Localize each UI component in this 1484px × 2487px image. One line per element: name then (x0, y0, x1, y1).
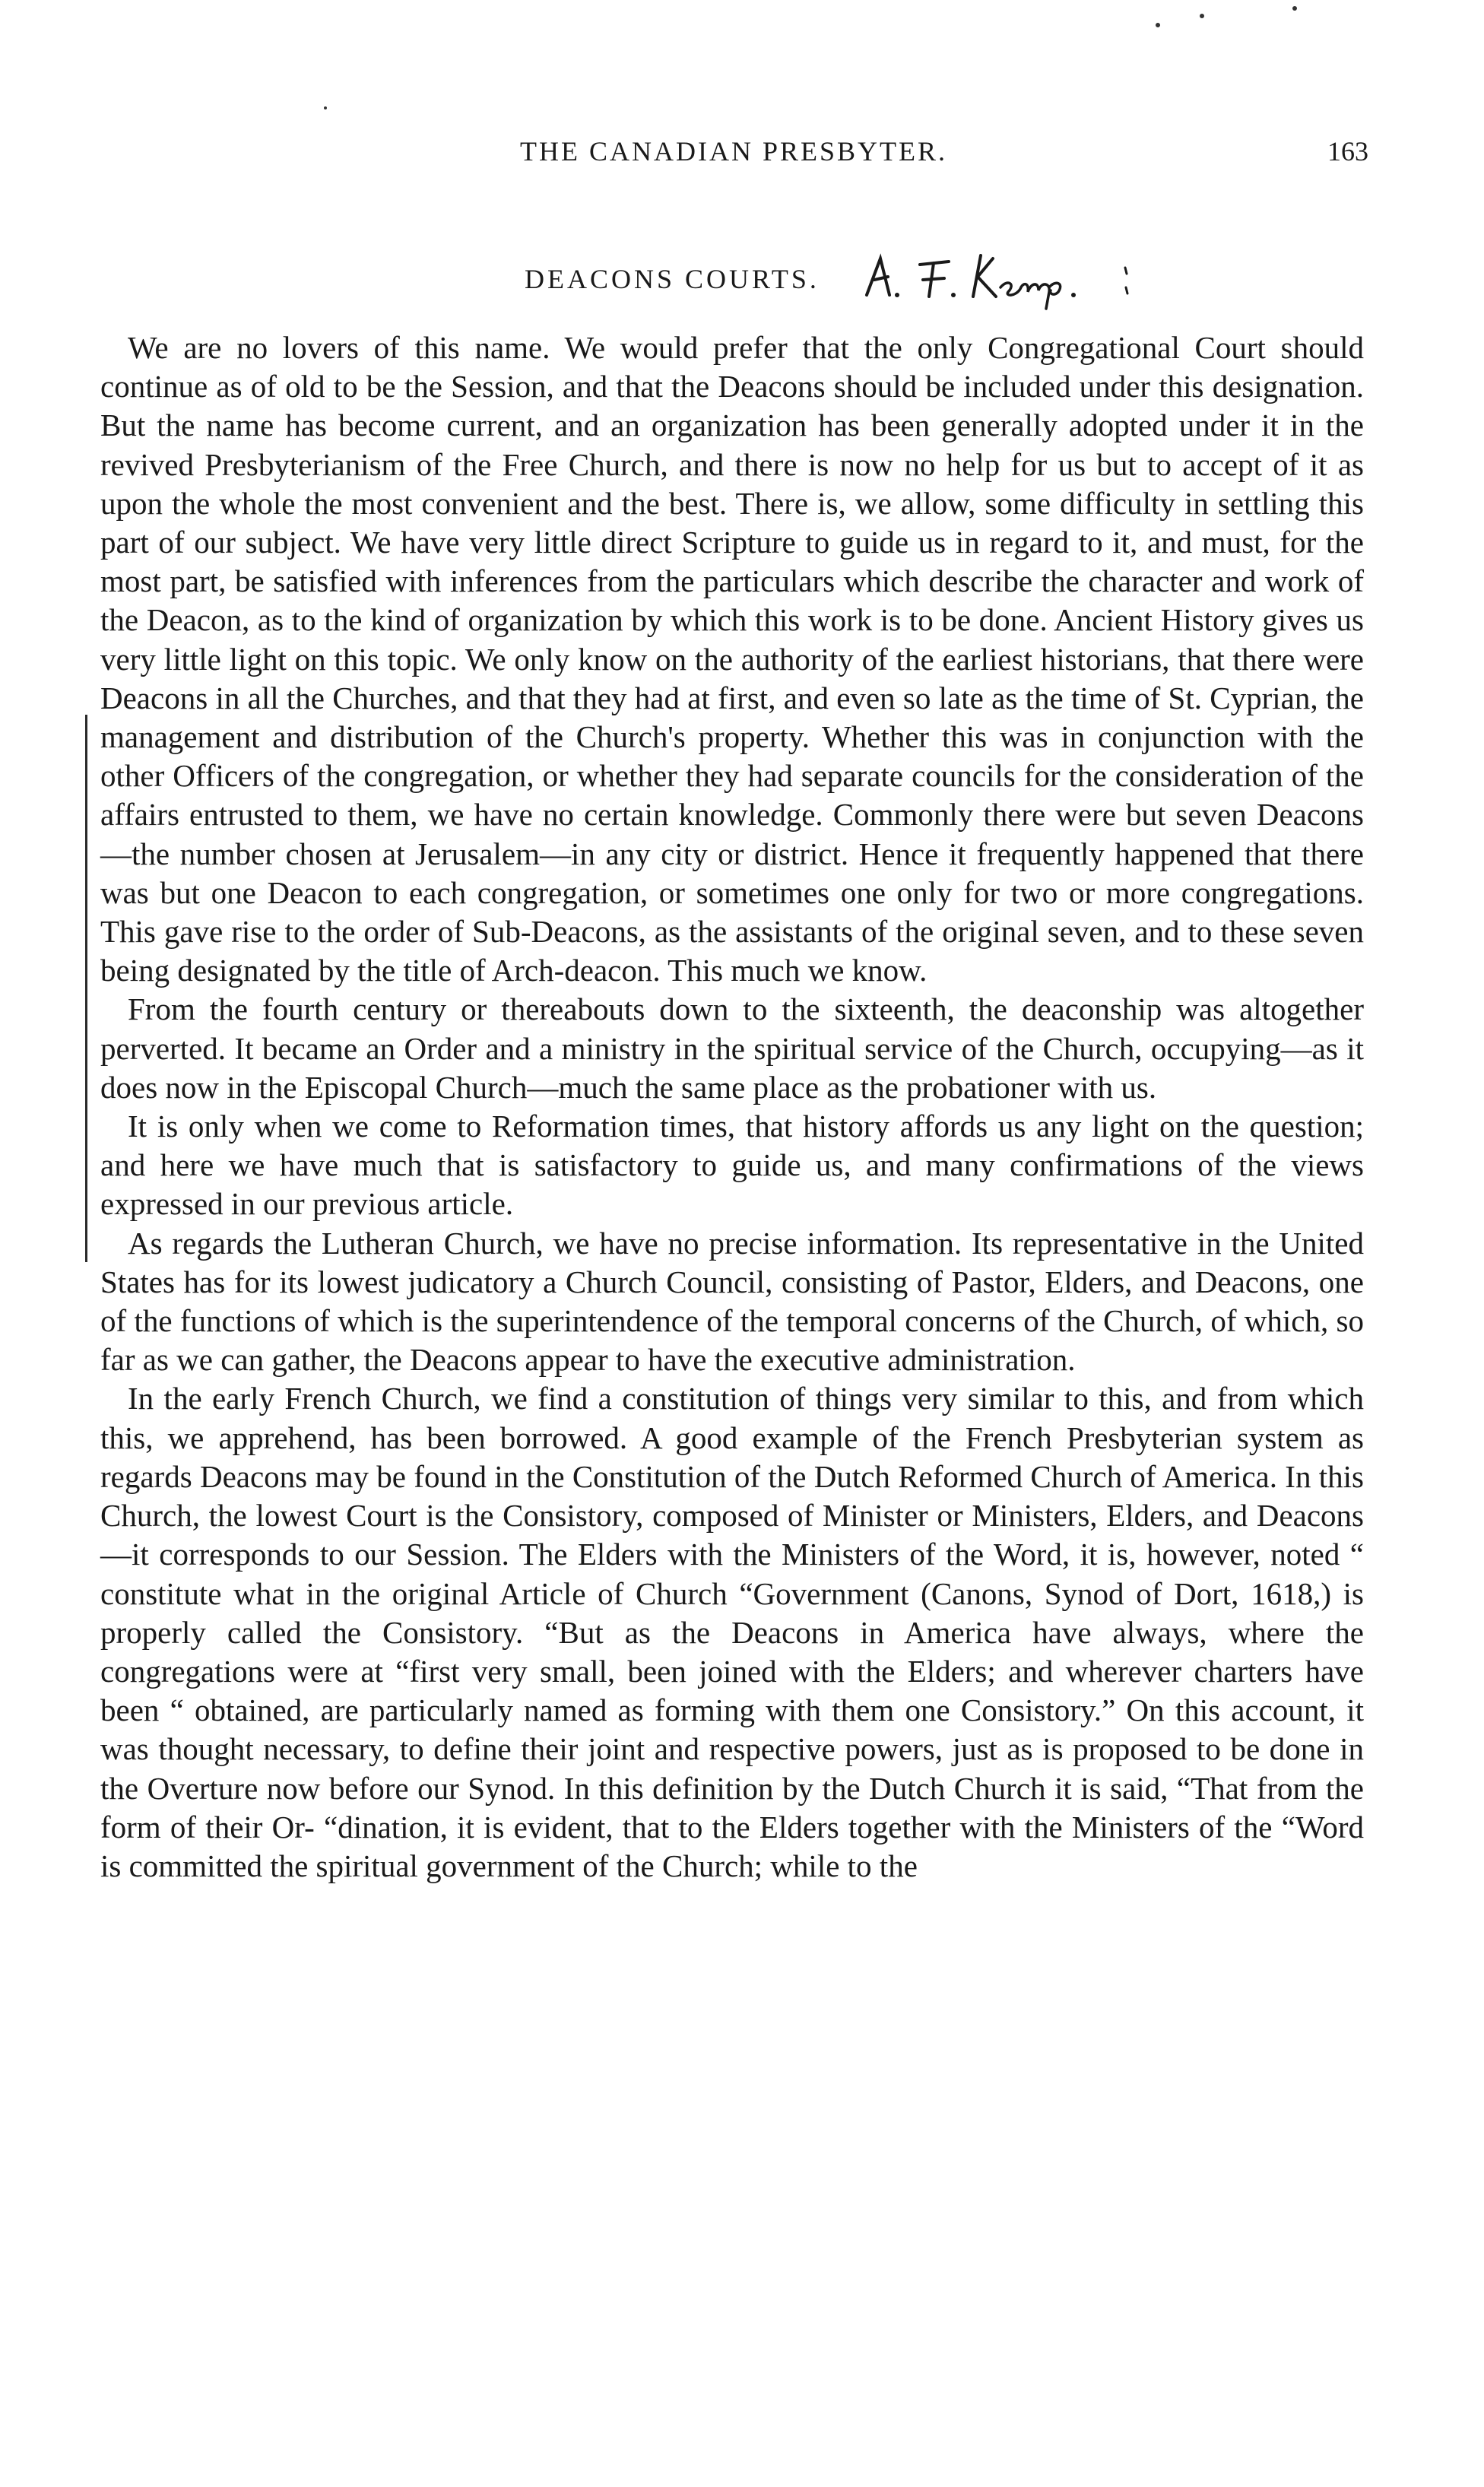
ink-speck (324, 106, 327, 109)
article-body (100, 328, 1364, 1886)
page-header (99, 135, 1368, 181)
ink-speck (1156, 23, 1160, 27)
paragraph: From the fourth century or thereabouts down to the sixteenth, the deaconship was altogether perverted. It became an Order and a ministry in the spiritual service of the Church, occupying—as it does now in the Episcopal Church—much the same place as the probationer with us. (100, 991, 1364, 1105)
article-title: DEACONS COURTS. (525, 264, 820, 294)
handwritten-signature (859, 242, 1148, 310)
page-number: 163 (1327, 136, 1368, 167)
title-row (99, 242, 1368, 310)
ink-speck (1200, 14, 1204, 18)
ink-speck (1292, 6, 1297, 11)
signature-scrawl (859, 242, 1148, 310)
paragraph: It is only when we come to Reformation times, that history affords us any light on the question; and here we have much that is satisfactory to guide us, and many confirmations of the views expressed in our previous article. (100, 1109, 1364, 1222)
paragraph: As regards the Lutheran Church, we have no precise information. Its representative in the United States has for its lowest judicatory a Church Council, consisting of Pastor, Elders, and Deacons, one of the functions of which is the superintendence of the temporal concerns of the Church, of which, so far as we can gather, the Deacons appear to have the executive administration. (100, 1225, 1364, 1378)
running-head: THE CANADIAN PRESBYTER. (519, 136, 947, 167)
paragraph: In the early French Church, we find a constitution of things very similar to this, and from which this, we apprehend, has been borrowed. A good example of the French Presbyterian system as regards Deacons may be found in the Constitution of the Dutch Reformed Church of America. In this Church, the lowest Court is the Consistory, composed of Minister or Ministers, Elders, and Deacons—it corresponds to our Session. The Elders with the Ministers of the Word, it is, however, noted “ constitute what in the original Article of Church “Government (Canons, Synod of Dort, 1618,) is properly called the Consistory. “But as the Deacons in America have always, where the congregations were at “first very small, been joined with the Elders; and wherever charters have been “ obtained, are particularly named as forming with them one Consistory.” On this account, it was thought necessary, to define their joint and respective powers, just as is proposed to be done in the Overture now before our Synod. In this definition by the Dutch Church it is said, “That from the form of their Or- “dination, it is evident, that to the Elders together with the Ministers of the “Word is committed the spiritual government of the Church; while to the (100, 1381, 1364, 1883)
paragraph: We are no lovers of this name. We would prefer that the only Congregational Court should continue as of old to be the Session, and that the Deacons should be included under this designation. But the name has become current, and an organization has been generally adopted under it in the revived Presbyterianism of the Free Church, and there is now no help for us but to accept of it as upon the whole the most convenient and the best. There is, we allow, some difficulty in settling this part of our subject. We have very little direct Scripture to guide us in regard to it, and must, for the most part, be satisfied with inferences from the particulars which describe the character and work of the Deacon, as to the kind of organization by which this work is to be done. Ancient History gives us very little light on this topic. We only know on the authority of the earliest historians, that there were Deacons in all the Churches, and that they had at first, and even so late as the time of St. Cyprian, the management and distribution of the Church's property. Whether this was in conjunction with the other Officers of the congregation, or whether they had separate councils for the consideration of the affairs entrusted to them, we have no certain knowledge. Commonly there were but seven Deacons—the number chosen at Jerusalem—in any city or district. Hence it frequently happened that there was but one Deacon to each congregation, or sometimes one only for two or more congregations. This gave rise to the order of Sub-Deacons, as the assistants of the original seven, and to these seven being designated by the title of Arch-deacon. This much we know. (100, 330, 1364, 988)
margin-pencil-line (85, 715, 87, 1262)
